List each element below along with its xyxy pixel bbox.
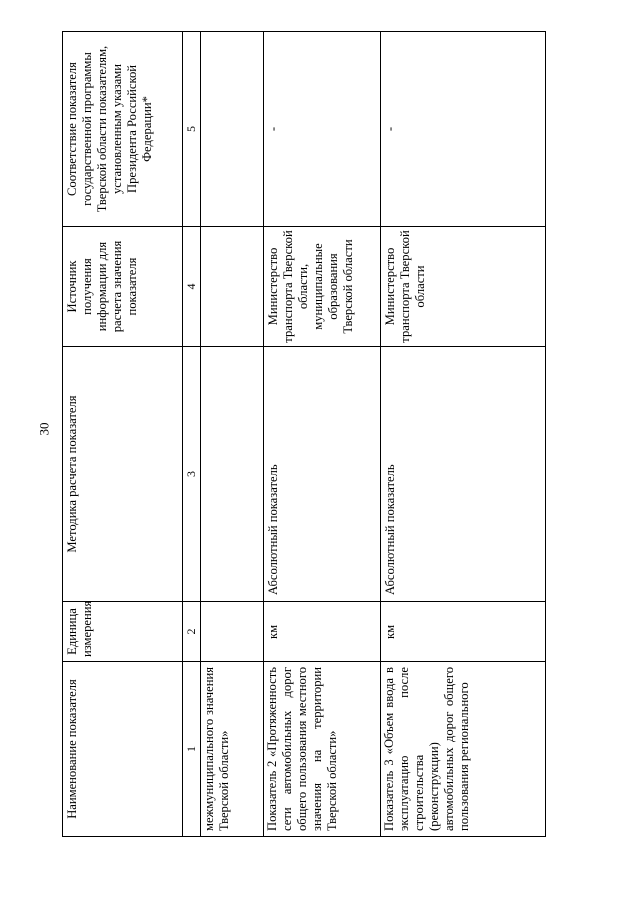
empty-cell [201, 227, 264, 347]
indicator-name: межмуниципального значения Тверской области» [201, 662, 264, 837]
page-number [36, 414, 52, 444]
header-row [63, 32, 183, 837]
column-number: 1 [183, 662, 201, 837]
header-name: Наименование показателя [63, 662, 183, 837]
column-number: 4 [183, 227, 201, 347]
indicator-unit: км [264, 602, 381, 662]
indicator-unit: км [381, 602, 546, 662]
table-row-continuation [201, 32, 264, 837]
header-source: Источник получения информации для расчета значения показателя [63, 227, 183, 347]
indicator-source: Министерство транспорта Тверской области [381, 227, 546, 347]
indicator-table-frame [62, 32, 614, 837]
page-number-text: 30 [36, 422, 51, 436]
table-row [381, 32, 546, 837]
empty-cell [201, 347, 264, 602]
column-number: 3 [183, 347, 201, 602]
indicator-method: Абсолютный показатель [381, 347, 546, 602]
table-row [264, 32, 381, 837]
column-number: 2 [183, 602, 201, 662]
header-correspondence: Соответствие показателя государственной программы Тверской области показателям, установленным указами Президента Российской Федерации* [63, 32, 183, 227]
header-unit: Единица измерения [63, 602, 183, 662]
rotated-table-area [62, 32, 614, 837]
indicator-name: Показатель 2 «Протяженность сети автомобильных дорог общего пользования местного значения на территории Тверской области» [264, 662, 381, 837]
indicator-correspondence: - [264, 32, 381, 227]
column-number-row [183, 32, 201, 837]
column-number: 5 [183, 32, 201, 227]
empty-cell [201, 32, 264, 227]
empty-cell [201, 602, 264, 662]
indicator-method: Абсолютный показатель [264, 347, 381, 602]
indicator-correspondence: - [381, 32, 546, 227]
indicator-table [62, 31, 546, 837]
indicator-name: Показатель 3 «Объем ввода в эксплуатацию после строительства (реконструкции) автомобильных дорог общего пользования регионального [381, 662, 546, 837]
indicator-source: Министерство транспорта Тверской области, муниципальные образования Тверской области [264, 227, 381, 347]
header-method: Методика расчета показателя [63, 347, 183, 602]
